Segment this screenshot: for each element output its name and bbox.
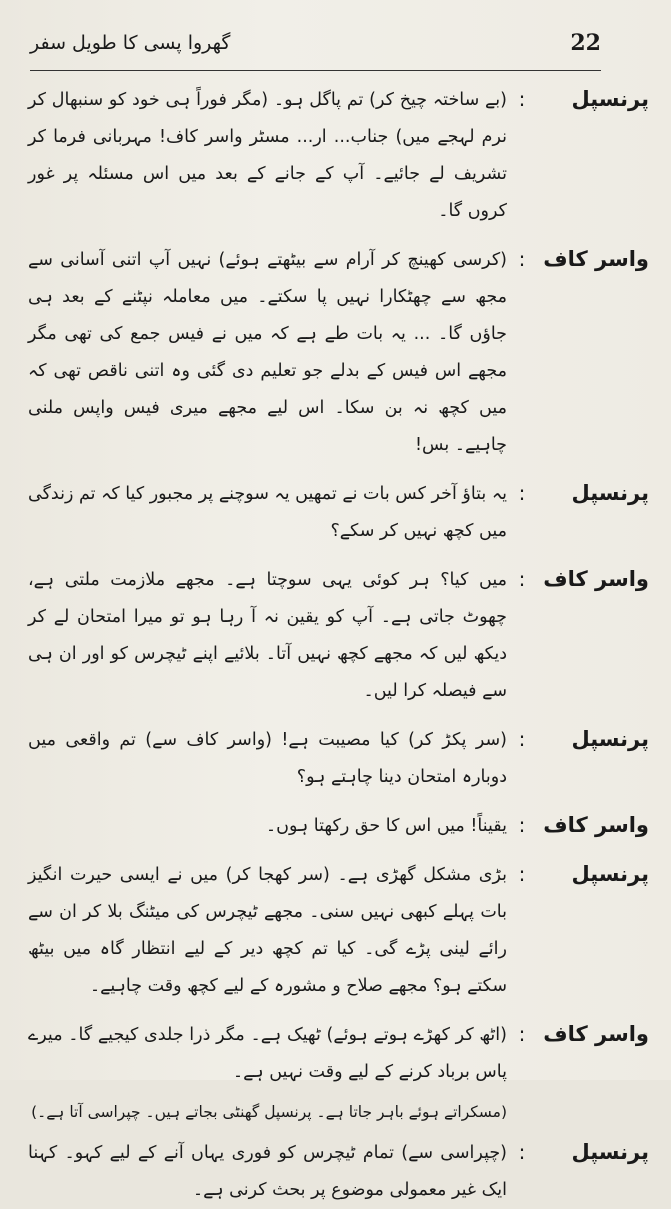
dialogue-entry — [28, 242, 649, 464]
dialogue-entry — [28, 562, 649, 710]
page-number: 22 — [570, 30, 601, 56]
speech-text: (کرسی کھینچ کر آرام سے بیٹھتے ہوئے) نہیں آپ اتنی آسانی سے مجھ سے چھٹکارا نہیں پا سکتے۔ میں معاملہ نپٹنے کے بعد ہی جاؤں گا۔ ... یہ بات طے ہے کہ میں نے فیس جمع کی تھی مگر مجھے اس فیس کے بدلے جو تعلیم دی گئی وہ اتنی ناقص تھی کہ میں کچھ نہ بن سکا۔ اس لیے مجھے میری فیس واپس ملنی چاہیے۔ بس! — [28, 250, 507, 455]
speaker-name: واسر کاف — [543, 813, 649, 837]
stage-direction: (مسکراتے ہوئے باہر جاتا ہے۔ پرنسپل گھنٹی بجاتے ہیں۔ چپراسی آتا ہے۔) — [31, 1103, 507, 1121]
speech-text: (بے ساختہ چیخ کر) تم پاگل ہو۔ (مگر فوراً ہی خود کو سنبھال کر نرم لہجے میں) جناب... ار... مسٹر واسر کاف! مہربانی فرما کر تشریف لے جائیے۔ آپ کے جانے کے بعد میں اس مسئلہ پر غور کروں گا۔ — [28, 90, 507, 221]
dialogue-entry — [28, 808, 649, 845]
speech-text: (چپراسی سے) تمام ٹیچرس کو فوری یہاں آنے کے لیے کہو۔ کہنا ایک غیر معمولی موضوع پر بحث کرنی ہے۔ — [28, 1143, 507, 1200]
speaker-colon: : — [518, 481, 526, 505]
speaker-colon: : — [518, 1022, 526, 1046]
speaker-name: پرنسپل — [571, 481, 649, 505]
speaker-name: پرنسپل — [571, 1140, 649, 1164]
speech-text: یہ بتاؤ آخر کس بات نے تمھیں یہ سوچنے پر مجبور کیا کہ تم زندگی میں کچھ نہیں کر سکے؟ — [28, 484, 507, 541]
dialogue-entry — [28, 1135, 649, 1209]
speaker-colon: : — [518, 862, 526, 886]
running-title: گھروا پسی کا طویل سفر — [30, 32, 231, 54]
speaker-name: پرنسپل — [571, 727, 649, 751]
speaker-name: واسر کاف — [543, 567, 649, 591]
speaker-name: واسر کاف — [543, 1022, 649, 1046]
dialogue-entry — [28, 82, 649, 230]
dialogue-entry — [28, 476, 649, 550]
speech-text: بڑی مشکل گھڑی ہے۔ (سر کھجا کر) میں نے ایسی حیرت انگیز بات پہلے کبھی نہیں سنی۔ مجھے ٹیچرس کی میٹنگ بلا کر ان سے رائے لینی پڑے گی۔ کیا تم کچھ دیر کے لیے انتظار گاہ میں بیٹھ سکتے ہو؟ مجھے صلاح و مشورہ کے لیے کچھ وقت چاہیے۔ — [28, 865, 507, 996]
speaker-colon: : — [518, 247, 526, 271]
speaker-colon: : — [518, 567, 526, 591]
speaker-colon: : — [518, 1140, 526, 1164]
speech-text: یقیناً! میں اس کا حق رکھتا ہوں۔ — [265, 816, 507, 836]
speaker-colon: : — [518, 727, 526, 751]
speaker-name: پرنسپل — [571, 862, 649, 886]
speech-text: (اٹھ کر کھڑے ہوتے ہوئے) ٹھیک ہے۔ مگر ذرا جلدی کیجیے گا۔ میرے پاس برباد کرنے کے لیے وقت نہیں ہے۔ — [28, 1025, 507, 1082]
speech-text: میں کیا؟ ہر کوئی یہی سوچتا ہے۔ مجھے ملازمت ملتی ہے، چھوٹ جاتی ہے۔ آپ کو یقین نہ آ رہا ہو تو میرا امتحان لے کر دیکھ لیں کہ مجھے کچھ نہیں آتا۔ بلائیے اپنے ٹیچرس کو اور ان ہی سے فیصلہ کرا لیں۔ — [28, 570, 507, 701]
dialogue-entry — [28, 722, 649, 796]
speaker-colon: : — [518, 87, 526, 111]
speaker-name: واسر کاف — [543, 247, 649, 271]
speaker-name: پرنسپل — [571, 87, 649, 111]
dialogue-entry — [28, 857, 649, 1005]
page-header — [30, 30, 601, 71]
speech-text: (سر پکڑ کر) کیا مصیبت ہے! (واسر کاف سے) تم واقعی میں دوبارہ امتحان دینا چاہتے ہو؟ — [28, 730, 507, 787]
speaker-colon: : — [518, 813, 526, 837]
play-dialogue — [28, 82, 649, 1200]
